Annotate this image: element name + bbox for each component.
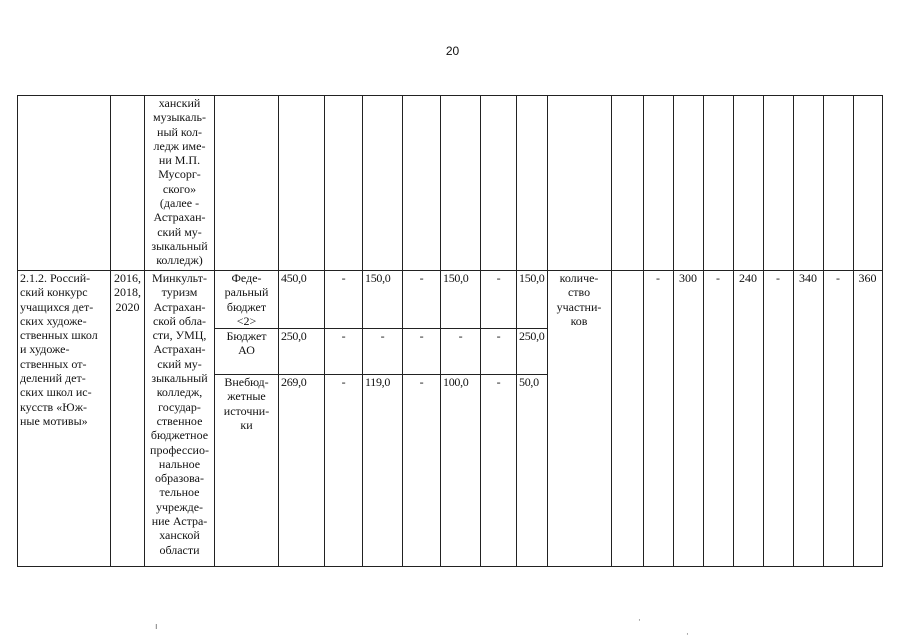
indicator-value: 240	[733, 271, 763, 567]
funding-value: -	[325, 375, 363, 567]
funding-source-federal: Феде- ральный бюджет <2>	[215, 271, 279, 329]
continuation-org-cell: ханский музыкаль- ный кол- ледж име- ни М.П. Мусорг- ского» (далее - Астрахан- ский му- зыкальный колледж)	[145, 96, 215, 271]
funding-value: -	[325, 329, 363, 375]
table-row	[18, 271, 883, 329]
funding-value: 150,0	[517, 271, 548, 329]
measures-table	[17, 95, 883, 567]
scan-speck: ·	[686, 630, 689, 640]
funding-value: 50,0	[517, 375, 548, 567]
executors-cell: Минкульт- туризм Астрахан- ской обла- сти, УМЦ, Астрахан- ский му- зыкальный колледж, государ- ственное бюджетное профессио- нальное образова- тельное учрежде- ние Астра- ханской области	[145, 271, 215, 567]
scan-speck: ·	[638, 616, 641, 626]
funding-value: 269,0	[279, 375, 325, 567]
funding-value: 119,0	[363, 375, 403, 567]
indicator-cell: количе- ство участни- ков	[547, 271, 611, 567]
funding-source-regional: Бюджет АО	[215, 329, 279, 375]
years-cell: 2016, 2018, 2020	[111, 271, 145, 567]
funding-value: 250,0	[279, 329, 325, 375]
indicator-value: -	[703, 271, 733, 567]
funding-value: -	[403, 271, 441, 329]
funding-value: -	[441, 329, 481, 375]
indicator-value: 360	[853, 271, 882, 567]
indicator-value: -	[643, 271, 673, 567]
funding-value: 150,0	[441, 271, 481, 329]
scan-speck: ı	[155, 622, 158, 632]
funding-value: -	[403, 375, 441, 567]
funding-value: 150,0	[363, 271, 403, 329]
indicator-value: -	[823, 271, 853, 567]
funding-value: -	[481, 271, 517, 329]
indicator-value: 340	[793, 271, 823, 567]
page-number: 20	[445, 44, 460, 58]
funding-value: -	[363, 329, 403, 375]
funding-source-extrabudgetary: Внебюд- жетные источни- ки	[215, 375, 279, 567]
funding-value: -	[403, 329, 441, 375]
funding-value: 250,0	[517, 329, 548, 375]
continuation-row	[18, 96, 883, 271]
funding-value: -	[325, 271, 363, 329]
indicator-value: 300	[673, 271, 703, 567]
measure-name-cell: 2.1.2. Россий- ский конкурс учащихся дет- ских художе- ственных школ и художе- ственных от- делений дет- ских школ ис- кусств «Юж- ные мотивы»	[18, 271, 111, 567]
funding-value: 100,0	[441, 375, 481, 567]
funding-value: 450,0	[279, 271, 325, 329]
indicator-value: -	[763, 271, 793, 567]
funding-value: -	[481, 375, 517, 567]
funding-value: -	[481, 329, 517, 375]
